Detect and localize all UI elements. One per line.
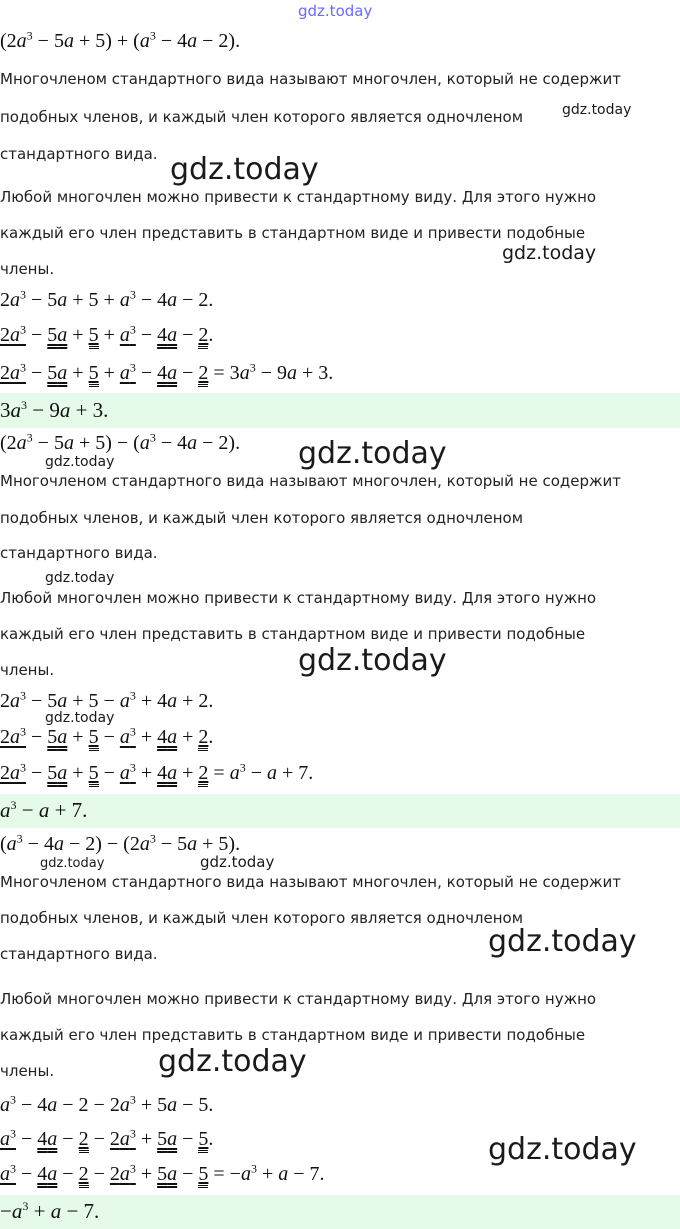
part3-result: $a^3 - 4a - 2 - 2a^3 + 5a - 5 = -a^3 + a - 7$. <box>0 1163 325 1186</box>
part1-definition-3: стандартного вида. <box>0 145 158 163</box>
part3-answer-bar <box>0 1195 680 1229</box>
part1-task: $(2a^3 - 5a + 5) + (a^3 - 4a - 2)$. <box>0 28 241 52</box>
watermark: gdz.today <box>170 152 319 187</box>
watermark: gdz.today <box>45 454 115 470</box>
part2-definition-1: Многочленом стандартного вида называют многочлен, который не содержит <box>0 472 622 490</box>
part3-definition-1: Многочленом стандартного вида называют многочлен, который не содержит <box>0 873 622 891</box>
part2-task: $(2a^3 - 5a + 5) - (a^3 - 4a - 2)$. <box>0 430 241 454</box>
watermark: gdz.today <box>158 1044 307 1079</box>
part1-result: $2a^3 - 5a + 5 + a^3 - 4a - 2 = 3a^3 - 9a + 3$. <box>0 362 333 385</box>
watermark: gdz.today <box>488 1132 637 1167</box>
part3-definition-2: подобных членов, и каждый член которого является одночленом <box>0 909 524 927</box>
part3-definition-3: стандартного вида. <box>0 945 158 963</box>
part2-method-1: Любой многочлен можно привести к стандартному виду. Для этого нужно <box>0 589 597 607</box>
part1-method-2: каждый его член представить в стандартном виде и привести подобные <box>0 224 586 242</box>
part1-answer: $3a^3 - 9a + 3$. <box>0 398 109 422</box>
part3-grouped: $a^3 - 4a - 2 - 2a^3 + 5a - 5$. <box>0 1128 213 1151</box>
part2-answer: $a^3 - a + 7$. <box>0 798 88 822</box>
part1-method-1: Любой многочлен можно привести к стандартному виду. Для этого нужно <box>0 188 597 206</box>
part3-task: $(a^3 - 4a - 2) - (2a^3 - 5a + 5)$. <box>0 831 241 855</box>
watermark: gdz.today <box>502 242 597 264</box>
part2-definition-2: подобных членов, и каждый член которого является одночленом <box>0 509 524 527</box>
part2-method-3: члены. <box>0 661 55 679</box>
watermark: gdz.today <box>298 643 447 678</box>
part2-grouped: $2a^3 - 5a + 5 - a^3 + 4a + 2$. <box>0 726 213 749</box>
part2-expanded: $2a^3 - 5a + 5 - a^3 + 4a + 2$. <box>0 688 214 712</box>
part1-method-3: члены. <box>0 260 55 278</box>
part2-answer-bar <box>0 794 680 828</box>
watermark-top: gdz.today <box>298 2 373 20</box>
part2-result: $2a^3 - 5a + 5 - a^3 + 4a + 2 = a^3 - a + 7$. <box>0 762 313 785</box>
watermark: gdz.today <box>488 924 637 959</box>
part1-grouped: $2a^3 - 5a + 5 + a^3 - 4a - 2$. <box>0 324 213 347</box>
watermark: gdz.today <box>40 856 105 871</box>
part3-method-1: Любой многочлен можно привести к стандартному виду. Для этого нужно <box>0 990 597 1008</box>
part2-method-2: каждый его член представить в стандартном виде и привести подобные <box>0 625 586 643</box>
part3-expanded: $a^3 - 4a - 2 - 2a^3 + 5a - 5$. <box>0 1092 214 1116</box>
watermark: gdz.today <box>200 853 275 871</box>
watermark: gdz.today <box>45 710 115 726</box>
watermark: gdz.today <box>45 570 115 586</box>
watermark: gdz.today <box>298 436 447 471</box>
part1-definition-1: Многочленом стандартного вида называют многочлен, который не содержит <box>0 70 622 88</box>
part1-expanded: $2a^3 - 5a + 5 + a^3 - 4a - 2$. <box>0 287 214 311</box>
part2-definition-3: стандартного вида. <box>0 544 158 562</box>
part3-method-2: каждый его член представить в стандартном виде и привести подобные <box>0 1026 586 1044</box>
watermark: gdz.today <box>562 102 632 118</box>
part3-method-3: члены. <box>0 1062 55 1080</box>
part1-definition-2: подобных членов, и каждый член которого является одночленом <box>0 108 524 126</box>
part3-answer: $-a^3 + a - 7$. <box>0 1199 100 1223</box>
